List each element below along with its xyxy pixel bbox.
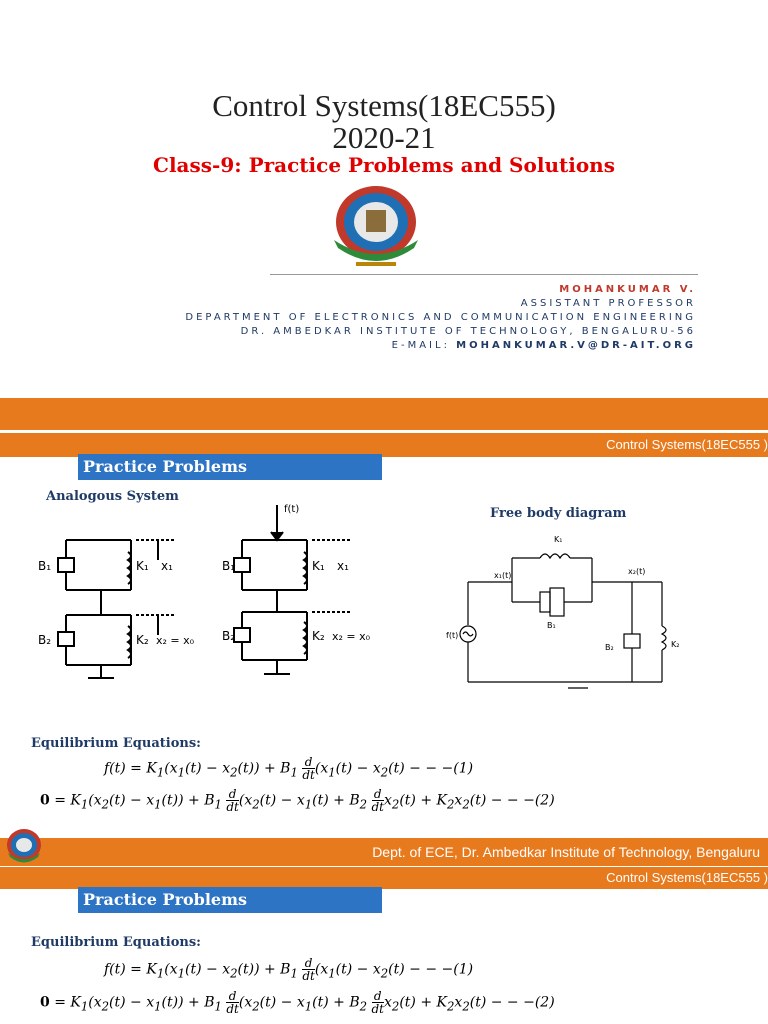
mechanical-system-diagram-1 — [36, 520, 196, 690]
email-label: E-MAIL: — [391, 340, 450, 351]
fbd-x1-label: x₁(t) — [494, 571, 512, 580]
k2-label-2: K₂ — [312, 629, 325, 643]
footer-logo-icon — [4, 826, 44, 868]
fbd-b2-label: B₂ — [605, 643, 614, 652]
slide-title-line2: 2020-21 — [332, 120, 436, 155]
slide-separator-band — [0, 398, 768, 430]
b2-label-2: B₂ — [222, 629, 236, 643]
slide3-equilibrium-label: Equilibrium Equations: — [31, 935, 201, 950]
x2-label-2: x₂ = x₀ — [332, 630, 371, 643]
author-role: ASSISTANT PROFESSOR — [520, 298, 696, 309]
slide3-equation-1: $f(t) = K_1(x_1(t) - x_2(t)) + B_1$ $\frac{d}{dt}$ ($x_1(t) - x_2(t)$ − − −(1) — [104, 956, 474, 983]
mechanical-system-diagram-2 — [222, 500, 382, 690]
author-institute: DR. AMBEDKAR INSTITUTE OF TECHNOLOGY, BENGALURU-56 — [240, 326, 696, 337]
slide2-header-text: Control Systems(18EC555 ) — [606, 437, 768, 452]
author-name: MOHANKUMAR V. — [559, 284, 696, 295]
slide3-header-text: Control Systems(18EC555 ) — [606, 870, 768, 885]
divider — [270, 274, 698, 275]
equilibrium-label: Equilibrium Equations: — [31, 736, 201, 751]
equation-2: $0 = K_1(x_2(t) - x_1(t)) + B_1$ $\frac{d}{dt}$ ($x_2(t) - x_1(t) + B_2$ $\frac{d}{dt}$ $x_2(t) + K_2x_2(t)$ − − −(2) — [40, 787, 555, 814]
x1-label-2: x₁ — [337, 559, 349, 573]
force-label: f(t) — [284, 504, 300, 515]
fbd-k1-label: K₁ — [554, 535, 563, 544]
x2-label: x₂ = x₀ — [156, 634, 195, 647]
institute-logo-icon — [326, 182, 426, 274]
b1-label-2: B₁ — [222, 559, 236, 573]
slide2-footer — [0, 838, 768, 866]
slide3-equation-2: $0 = K_1(x_2(t) - x_1(t)) + B_1$ $\frac{d}{dt}$ ($x_2(t) - x_1(t) + B_2$ $\frac{d}{dt}$ $x_2(t) + K_2x_2(t)$ − − −(2) — [40, 989, 555, 1016]
slide3-header — [0, 867, 768, 889]
author-email[interactable]: MOHANKUMAR.V@DR-AIT.ORG — [456, 340, 696, 351]
fbd-k2-label: K₂ — [671, 640, 680, 649]
author-block — [185, 283, 696, 353]
author-email-row — [185, 339, 696, 353]
b2-label: B₂ — [38, 633, 52, 647]
analogous-system-label: Analogous System — [46, 489, 179, 504]
k2-label: K₂ — [136, 633, 149, 647]
fbd-x2-label: x₂(t) — [628, 567, 646, 576]
fbd-b1-label: B₁ — [547, 621, 556, 630]
x1-label: x₁ — [161, 559, 173, 573]
author-dept: DEPARTMENT OF ELECTRONICS AND COMMUNICATION ENGINEERING — [185, 312, 696, 323]
k1-label-2: K₁ — [312, 559, 325, 573]
slide-subtitle: Class-9: Practice Problems and Solutions — [153, 153, 615, 177]
footer-text: Dept. of ECE, Dr. Ambedkar Institute of Technology, Bengaluru — [372, 844, 760, 860]
b1-label: B₁ — [38, 559, 52, 573]
free-body-diagram-label: Free body diagram — [490, 506, 627, 521]
slide3-section-title: Practice Problems — [78, 887, 382, 913]
fbd-f-label: f(t) — [446, 631, 459, 640]
k1-label: K₁ — [136, 559, 149, 573]
slide-title-line1: Control Systems(18EC555) — [212, 88, 556, 123]
free-body-diagram — [440, 530, 690, 695]
equation-1: $f(t) = K_1(x_1(t) - x_2(t)) + B_1$ $\frac{d}{dt}$ ($x_1(t) - x_2(t)$ − − −(1) — [104, 755, 474, 782]
slide2-section-title: Practice Problems — [78, 454, 382, 480]
